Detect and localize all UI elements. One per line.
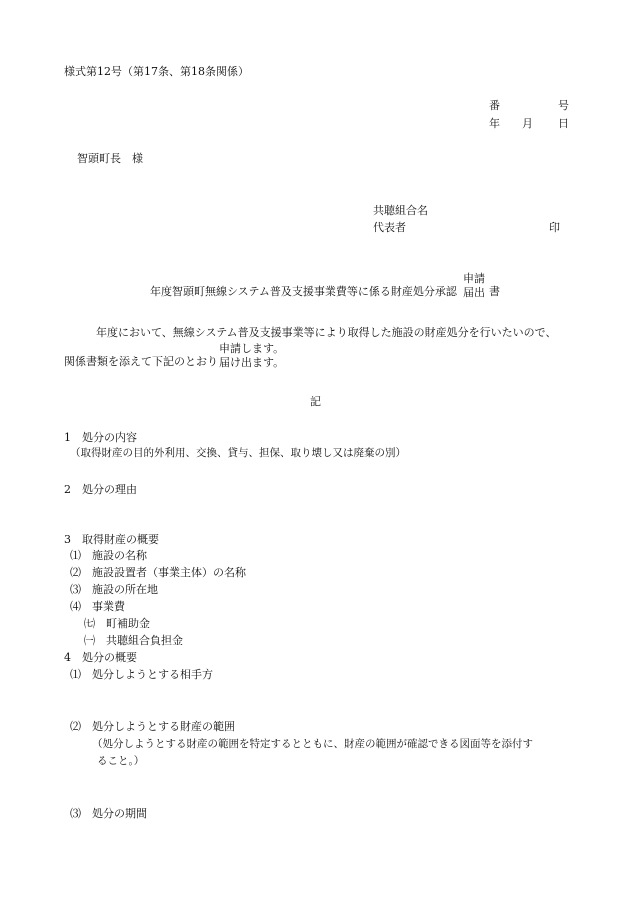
section-4-item-3: ⑶ 処分の期間 xyxy=(70,807,147,820)
section-3-item-4: ⑷ 事業費 xyxy=(70,600,125,613)
body-line-2-prefix: 関係書類を添えて下記のとおり xyxy=(64,355,218,368)
date-year: 年 xyxy=(489,117,500,130)
reference-go: 号 xyxy=(558,99,569,112)
section-4-item-2: ⑵ 処分しようとする財産の範囲 xyxy=(70,720,235,733)
applicant-rep-label: 代表者 xyxy=(373,221,406,234)
body-option-todokede: 届け出ます。 xyxy=(219,356,285,369)
title-option-stack xyxy=(463,272,485,300)
title-option-todokede: 届出 xyxy=(463,286,485,299)
section-3-item-2: ⑵ 施設設置者（事業主体）の名称 xyxy=(70,566,246,579)
section-3-sub-item-1: ㈦ 町補助金 xyxy=(84,617,150,630)
title-option-shinsei: 申請 xyxy=(463,272,485,285)
section-1-note: （取得財産の目的外利用、交換、貸与、担保、取り壊し又は廃棄の別） xyxy=(70,447,406,459)
section-1-heading: 1 処分の内容 xyxy=(64,431,137,444)
body-option-stack xyxy=(219,342,284,370)
section-3-item-3: ⑶ 施設の所在地 xyxy=(70,583,158,596)
section-3-sub-item-2: ㈠ 共聴組合負担金 xyxy=(84,634,183,647)
section-4-item-2-note-line-1: （処分しようとする財産の範囲を特定するとともに、財産の範囲が確認できる図面等を添付す xyxy=(92,738,533,750)
section-4-item-2-note-line-2: ること。） xyxy=(97,755,145,767)
applicant-org-label: 共聴組合名 xyxy=(373,204,428,217)
date-day: 日 xyxy=(558,117,569,130)
ki-heading: 記 xyxy=(310,395,321,408)
section-3-heading: 3 取得財産の概要 xyxy=(64,533,159,546)
document-title: 年度智頭町無線システム普及支援事業費等に係る財産処分承認 xyxy=(150,285,457,298)
date-month: 月 xyxy=(522,117,533,130)
addressee: 智頭町長 様 xyxy=(77,152,143,165)
body-line-1: 年度において、無線システム普及支援事業等により取得した施設の財産処分を行いたいので、 xyxy=(96,326,557,339)
form-number: 様式第12号（第17条、第18条関係） xyxy=(64,65,249,78)
section-3-item-1: ⑴ 施設の名称 xyxy=(70,549,147,562)
body-option-shinsei: 申請します。 xyxy=(219,342,285,355)
section-2-heading: 2 処分の理由 xyxy=(64,483,137,496)
seal-mark: 印 xyxy=(549,221,560,234)
title-suffix: 書 xyxy=(489,285,500,298)
section-4-item-1: ⑴ 処分しようとする相手方 xyxy=(70,668,213,681)
section-4-heading: 4 処分の概要 xyxy=(64,651,137,664)
reference-ban: 番 xyxy=(489,99,500,112)
